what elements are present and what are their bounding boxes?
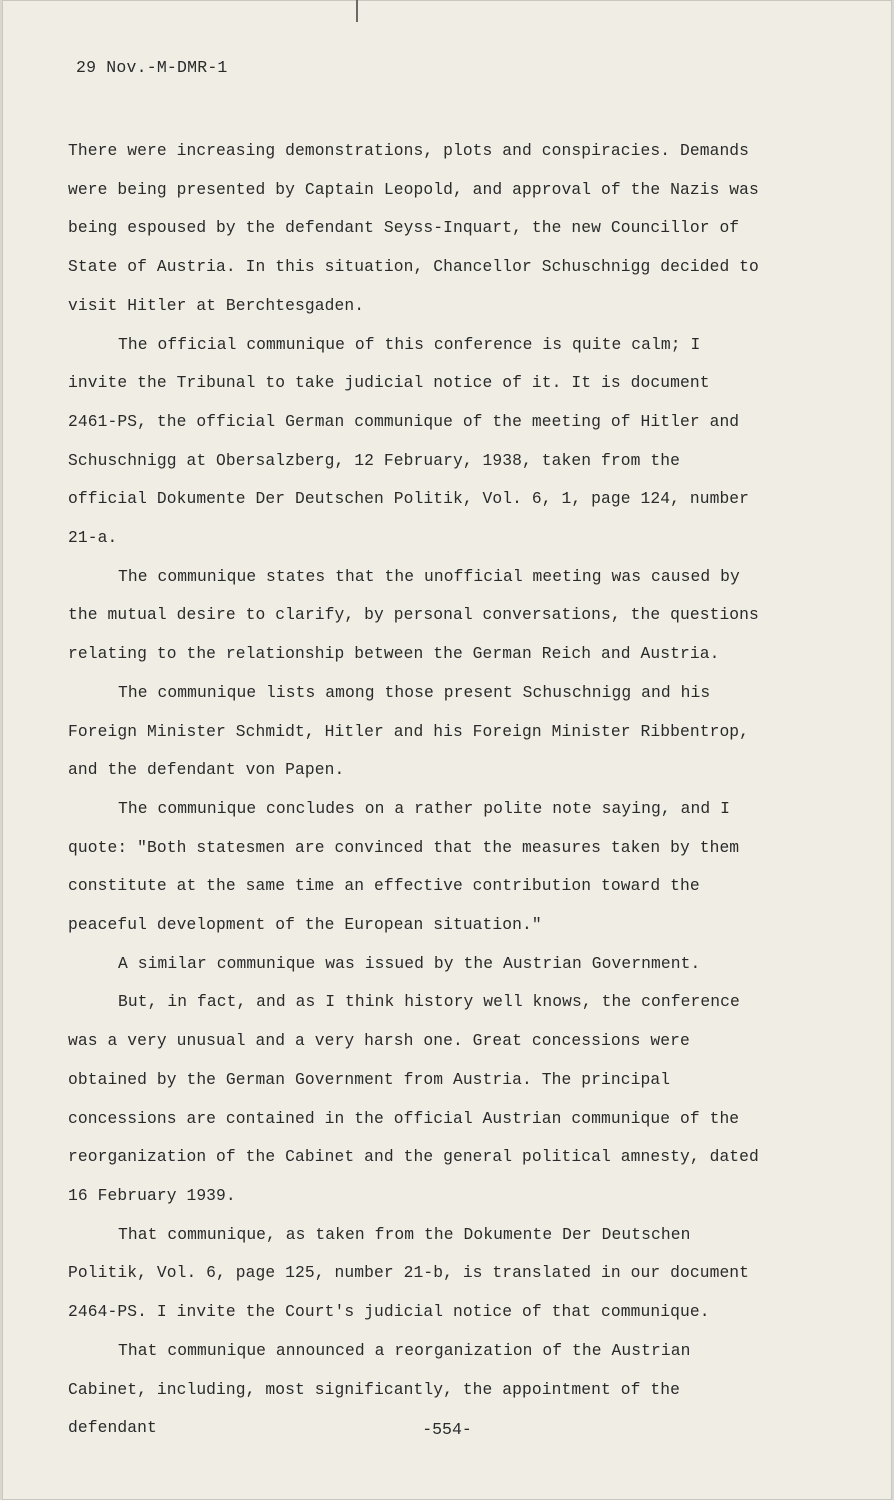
top-edge-mark (356, 0, 358, 22)
paragraph: The communique concludes on a rather polite note saying, and I quote: "Both statesmen are convinced that the measures taken by them constitute at the same time an effective contribution toward the peaceful development of the European situation." (68, 798, 740, 935)
document-body (68, 132, 768, 1448)
page-number: -554- (422, 1420, 472, 1439)
document-page (2, 0, 892, 1500)
paragraph: There were increasing demonstrations, plots and conspiracies. Demands were being presented by Captain Leopold, and approval of the Nazis was being espoused by the defendant Seyss-Inquart, the new Councillor of State of Austria. In this situation, Chancellor Schuschnigg decided to visit Hitler at Berchtesgaden. (68, 141, 759, 315)
paragraph: The official communique of this conference is quite calm; I invite the Tribunal to take judicial notice of it. It is document 2461-PS, the official German communique of the meeting of Hitler and Schuschnigg at Obersalzberg, 12 February, 1938, taken from the official Dokumente Der Deutschen Politik, Vol. 6, 1, page 124, number 21-a. (68, 334, 750, 548)
paragraph: But, in fact, and as I think history well knows, the conference was a very unusual and a very harsh one. Great concessions were obtained by the German Government from Austria. The principal concessions are contained in the official Austrian communique of the reorganization of the Cabinet and the general political amnesty, dated 16 February 1939. (68, 992, 759, 1205)
paragraph: The communique states that the unofficial meeting was caused by the mutual desire to clarify, by personal conversations, the questions relating to the relationship between the German Reich and Austria. (68, 566, 759, 664)
paragraph: The communique lists among those present Schuschnigg and his Foreign Minister Schmidt, Hitler and his Foreign Minister Ribbentrop, and the defendant von Papen. (68, 682, 750, 780)
page-header: 29 Nov.-M-DMR-1 (76, 58, 228, 77)
paragraph: A similar communique was issued by the Austrian Government. (118, 953, 701, 973)
paragraph: That communique announced a reorganization of the Austrian Cabinet, including, most significantly, the appointment of the defendant (68, 1340, 691, 1438)
paragraph: That communique, as taken from the Dokumente Der Deutschen Politik, Vol. 6, page 125, number 21-b, is translated in our document 2464-PS. I invite the Court's judicial notice of that communique. (68, 1224, 750, 1322)
